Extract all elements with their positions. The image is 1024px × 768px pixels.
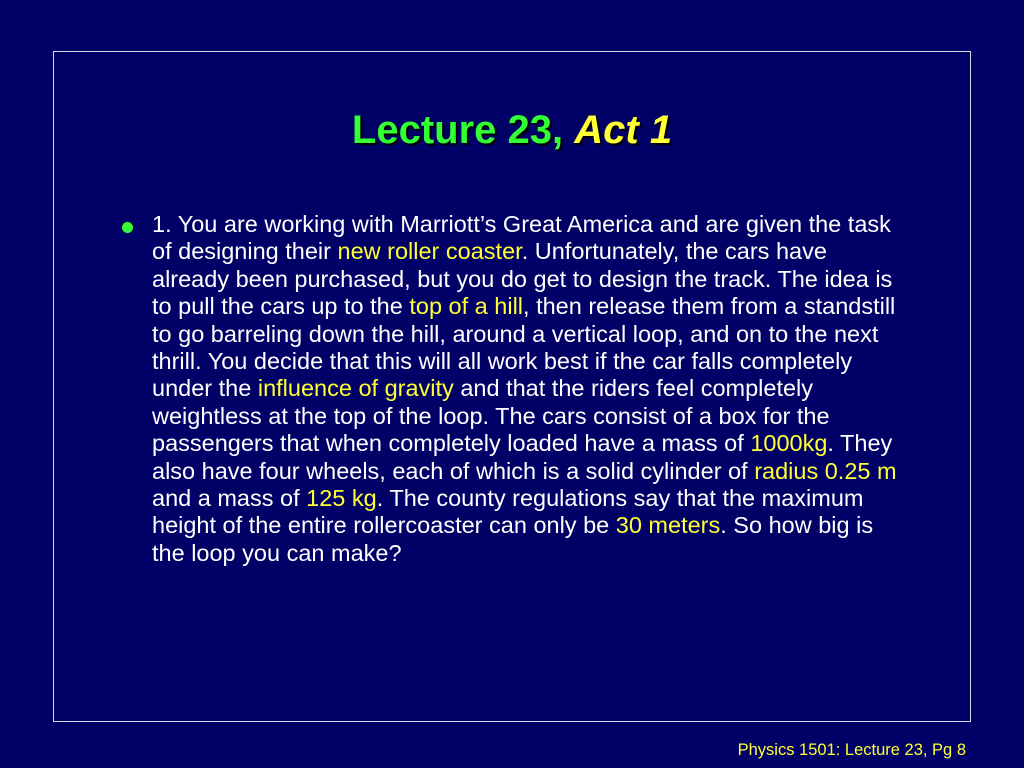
highlight-30-meters: 30 meters xyxy=(615,512,721,539)
title-accent: Act 1 xyxy=(574,108,673,152)
text-segment: . Unfortunately, the cars have already been purchased, but you do get to design the track. The idea is to pull the cars up to the xyxy=(152,238,893,320)
text-segment: , then release them from a standstill to go barreling down the hill, around a vertical loop, and on to the next thrill. You decide that this will all work best if the car falls completely under the xyxy=(152,293,896,402)
highlight-new-roller-coaster: new roller coaster xyxy=(337,238,522,265)
text-segment: 1. You are working with Marriott’s Great America and are given the task of designing their xyxy=(152,211,891,265)
bullet-dot-icon xyxy=(122,222,133,233)
bullet-item xyxy=(118,211,908,567)
title-main: Lecture 23, xyxy=(351,108,564,152)
text-segment: and a mass of xyxy=(152,485,307,512)
highlight-top-of-hill: top of a hill xyxy=(409,293,524,320)
highlight-mass-125kg: 125 kg xyxy=(306,485,377,512)
highlight-mass-1000kg: 1000kg xyxy=(750,430,828,457)
text-segment: and that the riders feel completely weightless at the top of the loop. The cars consist of a box for the passengers that when completely loaded have a mass of xyxy=(152,375,830,457)
text-segment: . They also have four wheels, each of which is a solid cylinder of xyxy=(152,430,893,484)
slide-footer: Physics 1501: Lecture 23, Pg 8 xyxy=(737,741,966,759)
highlight-influence-of-gravity: influence of gravity xyxy=(257,375,454,402)
text-segment: . The county regulations say that the maximum height of the entire rollercoaster can only be xyxy=(152,485,864,539)
slide-title xyxy=(0,106,1024,154)
bullet-text xyxy=(152,211,908,567)
highlight-radius: radius 0.25 m xyxy=(754,457,897,484)
text-segment: . So how big is the loop you can make? xyxy=(152,512,874,566)
